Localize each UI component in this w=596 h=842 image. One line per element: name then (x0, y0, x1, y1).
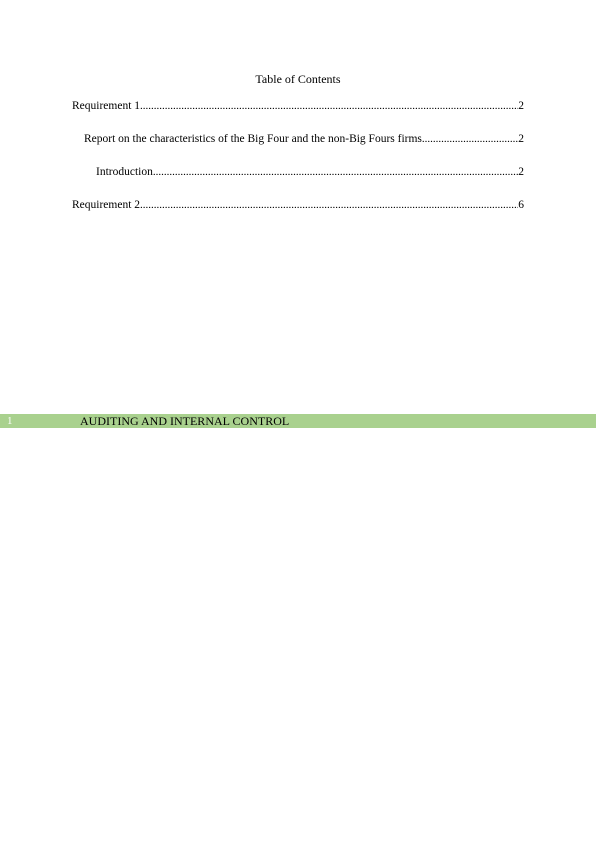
toc-entry-page: 2 (518, 133, 524, 145)
toc-entry-label: Report on the characteristics of the Big Four and the non-Big Fours firms (84, 133, 422, 145)
dot-leader (153, 165, 518, 179)
dot-leader (422, 132, 518, 146)
toc-title: Table of Contents (255, 72, 341, 86)
toc-entry-page: 2 (518, 166, 524, 178)
page-footer-band (0, 414, 596, 428)
toc-entry-label: Requirement 1 (72, 100, 141, 112)
toc-entry-label: Introduction (96, 166, 153, 178)
toc-entry-report-characteristics[interactable] (84, 132, 524, 146)
toc-entry-introduction[interactable] (96, 165, 524, 179)
toc-entry-requirement-2[interactable] (72, 198, 524, 212)
footer-page-number: 1 (7, 415, 13, 427)
toc-entry-requirement-1[interactable] (72, 99, 524, 113)
toc-entry-page: 6 (518, 199, 524, 211)
toc-entry-label: Requirement 2 (72, 199, 141, 211)
dot-leader (140, 198, 518, 212)
footer-running-title: AUDITING AND INTERNAL CONTROL (80, 414, 290, 428)
dot-leader (140, 99, 518, 113)
toc-entry-page: 2 (518, 100, 524, 112)
